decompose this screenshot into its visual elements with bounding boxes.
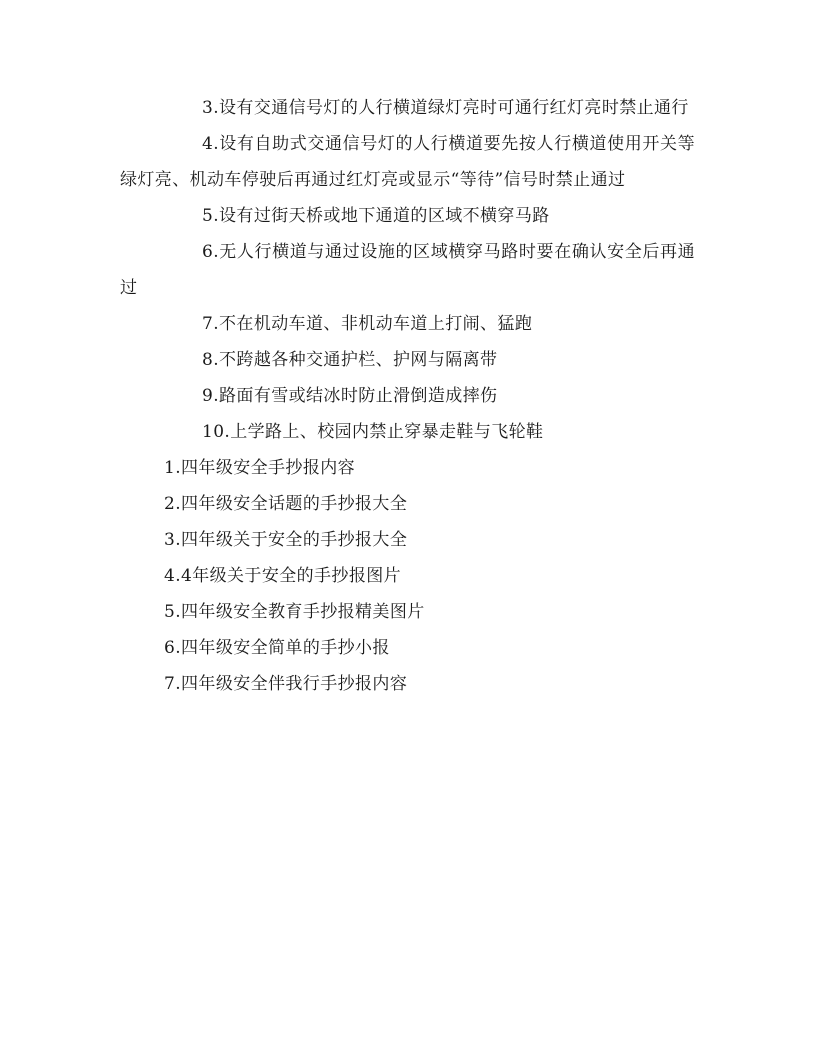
related-link-7[interactable]: 7.四年级安全伴我行手抄报内容 — [164, 674, 408, 694]
paragraph-rule-9: 9.路面有雪或结冰时防止滑倒造成摔伤 — [202, 386, 498, 406]
related-link-4[interactable]: 4.4年级关于安全的手抄报图片 — [164, 566, 402, 586]
related-link-6[interactable]: 6.四年级安全简单的手抄小报 — [164, 638, 390, 658]
related-links-list — [120, 450, 695, 702]
related-link-5[interactable]: 5.四年级安全教育手抄报精美图片 — [164, 602, 425, 622]
related-link-3[interactable]: 3.四年级关于安全的手抄报大全 — [164, 530, 408, 550]
related-link-2[interactable]: 2.四年级安全话题的手抄报大全 — [164, 494, 408, 514]
paragraph-rule-8: 8.不跨越各种交通护栏、护网与隔离带 — [202, 350, 498, 370]
paragraph-rule-3: 3.设有交通信号灯的人行横道绿灯亮时可通行红灯亮时禁止通行 — [202, 98, 689, 118]
paragraph-rule-6: 6.无人行横道与通过设施的区域横穿马路时要在确认安全后再通过 — [120, 242, 695, 298]
paragraph-rule-7: 7.不在机动车道、非机动车道上打闹、猛跑 — [202, 314, 533, 334]
paragraph-rule-4: 4.设有自助式交通信号灯的人行横道要先按人行横道使用开关等绿灯亮、机动车停驶后再通过红灯亮或显示“等待”信号时禁止通过 — [120, 134, 695, 190]
paragraph-rule-10: 10.上学路上、校园内禁止穿暴走鞋与飞轮鞋 — [202, 422, 544, 442]
related-link-1[interactable]: 1.四年级安全手抄报内容 — [164, 458, 356, 478]
document-body — [120, 90, 695, 702]
paragraph-rule-5: 5.设有过街天桥或地下通道的区域不横穿马路 — [202, 206, 550, 226]
